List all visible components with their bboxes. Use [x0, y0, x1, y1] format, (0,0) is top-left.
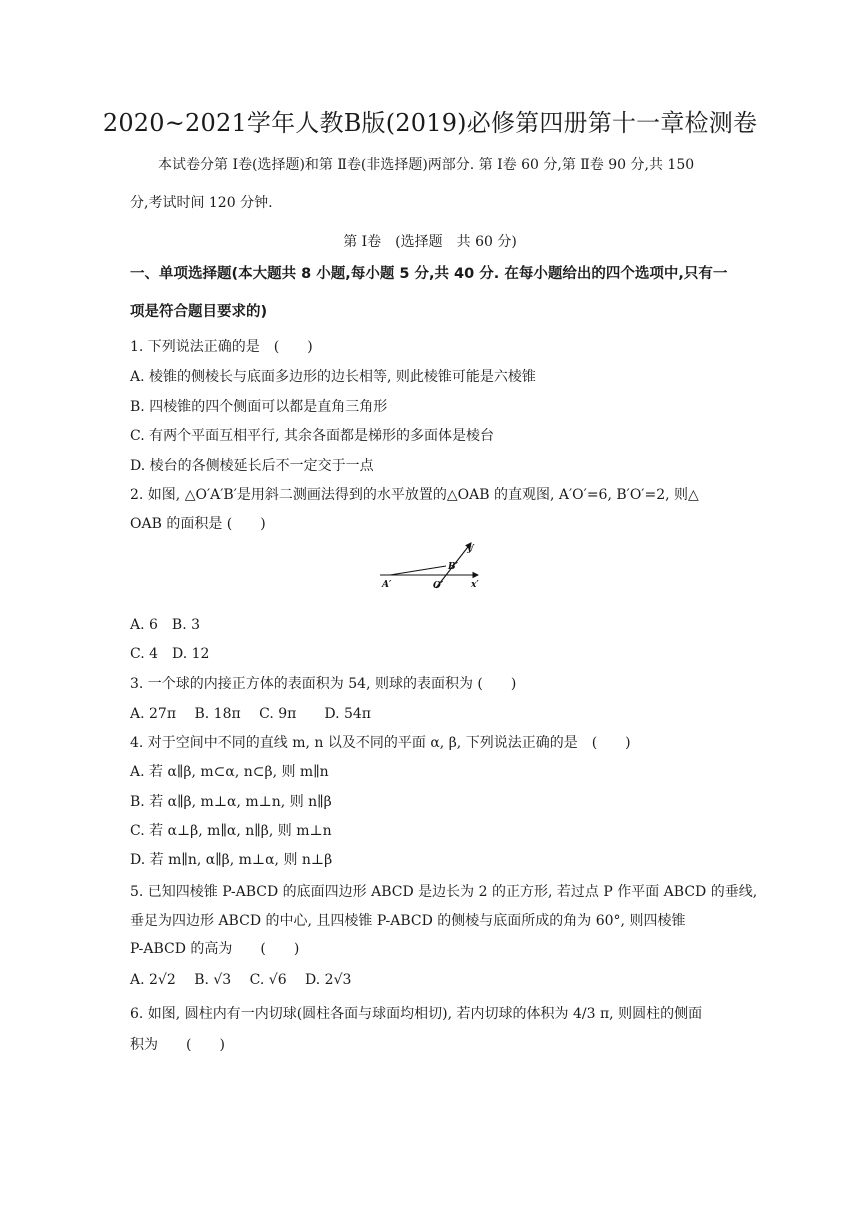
question-5-stem-line-2: 垂足为四边形 ABCD 的中心, 且四棱锥 P-ABCD 的侧棱与底面所成的角为 60°, 则四棱锥 — [130, 913, 686, 929]
question-4-stem: 4. 对于空间中不同的直线 m, n 以及不同的平面 α, β, 下列说法正确的是 ( ) — [130, 735, 631, 751]
label-o-prime: O′ — [433, 581, 444, 591]
question-4-option-c: C. 若 α⊥β, m∥α, n∥β, 则 m⊥n — [130, 823, 332, 839]
section1-heading-line-2: 项是符合题目要求的) — [130, 304, 268, 320]
question-2-stem-line-1: 2. 如图, △O′A′B′是用斜二测画法得到的水平放置的△OAB 的直观图, A′O′=6, B′O′=2, 则△ — [130, 487, 699, 503]
label-a-prime: A′ — [382, 580, 392, 590]
question-5-stem-line-1: 5. 已知四棱锥 P-ABCD 的底面四边形 ABCD 是边长为 2 的正方形, 若过点 P 作平面 ABCD 的垂线, — [130, 884, 758, 900]
part1-heading: 第 Ⅰ卷 (选择题 共 60 分) — [343, 234, 517, 250]
question-4-option-b: B. 若 α∥β, m⊥α, m⊥n, 则 n∥β — [130, 794, 332, 810]
question-6-stem-line-2: 积为 ( ) — [130, 1037, 225, 1053]
question-5-stem-line-3: P-ABCD 的高为 ( ) — [130, 941, 300, 957]
oblique-projection-figure — [376, 538, 486, 592]
question-1-option-b: B. 四棱锥的四个侧面可以都是直角三角形 — [130, 399, 388, 415]
label-y-prime: y′ — [467, 544, 475, 554]
question-4-option-a: A. 若 α∥β, m⊂α, n⊂β, 则 m∥n — [130, 764, 329, 780]
intro-line-2: 分,考试时间 120 分钟. — [130, 195, 273, 211]
question-5-options: A. 2√2 B. √3 C. √6 D. 2√3 — [130, 972, 352, 988]
question-3-stem: 3. 一个球的内接正方体的表面积为 54, 则球的表面积为 ( ) — [130, 676, 517, 692]
question-4-option-d: D. 若 m∥n, α∥β, m⊥α, 则 n⊥β — [130, 852, 333, 868]
label-x-prime: x′ — [471, 580, 479, 590]
section1-heading-line-1: 一、单项选择题(本大题共 8 小题,每小题 5 分,共 40 分. 在每小题给出的四个选项中,只有一 — [130, 266, 728, 282]
question-1-stem: 1. 下列说法正确的是 ( ) — [130, 339, 313, 355]
question-1-option-d: D. 棱台的各侧棱延长后不一定交于一点 — [130, 458, 374, 474]
segment-a-b — [390, 566, 446, 575]
question-1-option-c: C. 有两个平面互相平行, 其余各面都是梯形的多面体是棱台 — [130, 428, 495, 444]
question-3-options: A. 27π B. 18π C. 9π D. 54π — [130, 706, 371, 722]
question-2-options-cd: C. 4 D. 12 — [130, 646, 210, 662]
label-b-prime: B′ — [448, 562, 458, 572]
question-1-option-a: A. 棱锥的侧棱长与底面多边形的边长相等, 则此棱锥可能是六棱锥 — [130, 369, 536, 385]
intro-line-1: 本试卷分第 Ⅰ卷(选择题)和第 Ⅱ卷(非选择题)两部分. 第 Ⅰ卷 60 分,第 Ⅱ卷 90 分,共 150 — [158, 157, 695, 173]
question-2-stem-line-2: OAB 的面积是 ( ) — [130, 516, 266, 532]
question-2-options-ab: A. 6 B. 3 — [130, 617, 201, 633]
question-6-stem-line-1: 6. 如图, 圆柱内有一内切球(圆柱各面与球面均相切), 若内切球的体积为 4/3 π, 则圆柱的侧面 — [130, 1006, 703, 1022]
page-title: 2020~2021学年人教B版(2019)必修第四册第十一章检测卷 — [102, 109, 758, 137]
